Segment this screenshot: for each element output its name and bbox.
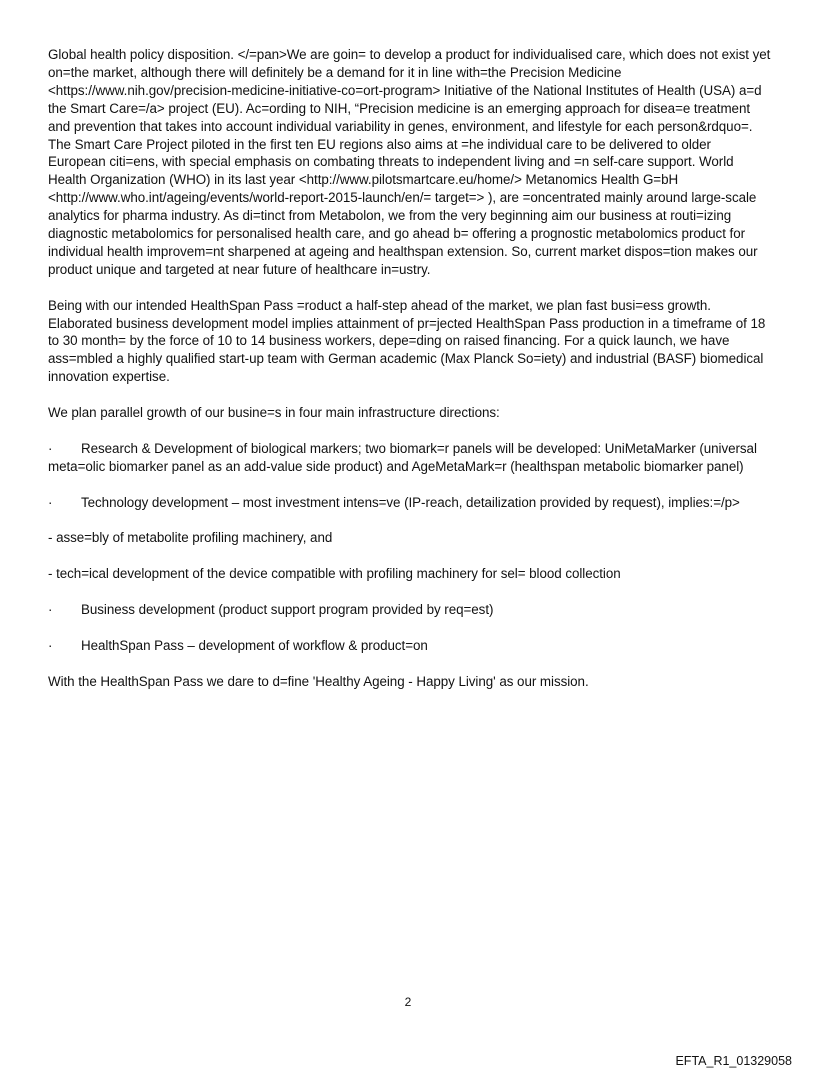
bullet-icon: · [48, 637, 53, 653]
list-item [48, 440, 772, 476]
paragraph-mission: With the HealthSpan Pass we dare to d=fine 'Healthy Ageing - Happy Living' as our mission. [48, 673, 589, 689]
list-item [48, 601, 772, 619]
bullet-icon: · [48, 601, 53, 617]
bullet-technology-text: Technology development – most investment intens=ve (IP-reach, detailization provided by request), implies:=/p> [81, 494, 740, 510]
document-body [48, 46, 772, 708]
sub-item-assembly: - asse=bly of metabolite profiling machinery, and [48, 530, 333, 546]
bullet-icon: · [48, 494, 53, 510]
bullet-icon: · [48, 440, 53, 456]
bullet-healthspan-text: HealthSpan Pass – development of workflow & product=on [81, 637, 428, 653]
paragraph-business-growth: Being with our intended HealthSpan Pass =roduct a half-step ahead of the market, we plan fast busi=ess growth. Elaborated business development model implies attainment of pr=jected HealthSpan Pass production in a timeframe of 18 to 30 month= by the force of 10 to 14 business workers, depe=ding on raised financing. For a quick launch, we have ass=mbled a highly qualified start-up team with German academic (Max Planck So=iety) and industrial (BASF) biomedical innovation expertise. [48, 297, 766, 385]
list-item [48, 637, 772, 655]
paragraph-market-disposition: Global health policy disposition. </=pan>We are goin= to develop a product for individualised care, which does not exist yet on=the market, although there will definitely be a demand for it in line with=the Precision Medicine <https://www.nih.gov/precision-medicine-initiative-co=ort-program> Initiative of the National Institutes of Health (USA) a=d the Smart Care=/a> project (EU). Ac=ording to NIH, “Precision medicine is an emerging approach for disea=e treatment and prevention that takes into account individual variability in genes, environment, and lifestyle for each person&rdquo=. The Smart Care Project piloted in the first ten EU regions also aims at =he individual care to be delivered to older European citi=ens, with special emphasis on combating threats to independent living and =n self-care support. World Health Organization (WHO) in its last year <http://www.pilotsmartcare.eu/home/> Metanomics Health G=bH <http://www.who.int/ageing/events/world-report-2015-launch/en/= target=> ), are =oncentrated mainly around large-scale analytics for pharma industry. As di=tinct from Metabolon, we from the very beginning aim our business at routi=izing diagnostic metabolomics for personalised health care, and go ahead b= offering a prognostic metabolomics product for individual health improvem=nt sharpened at ageing and healthspan extension. So, current market dispos=tion makes our product unique and targeted at near future of healthcare in=ustry. [48, 47, 771, 277]
paragraph-growth-directions: We plan parallel growth of our busine=s in four main infrastructure directions: [48, 405, 500, 421]
bullet-rnd-text: Research & Development of biological markers; two biomark=r panels will be developed: UniMetaMarker (universal meta=olic biomarker panel as an add-value side product) and AgeMetaMark=r (healthspan metabolic biomarker panel) [48, 440, 757, 474]
bates-id: EFTA_R1_01329058 [675, 1054, 792, 1068]
page-number: 2 [404, 995, 412, 1009]
list-item [48, 494, 772, 512]
sub-item-device: - tech=ical development of the device compatible with profiling machinery for sel= blood collection [48, 566, 621, 582]
bullet-business-text: Business development (product support program provided by req=est) [81, 601, 494, 617]
